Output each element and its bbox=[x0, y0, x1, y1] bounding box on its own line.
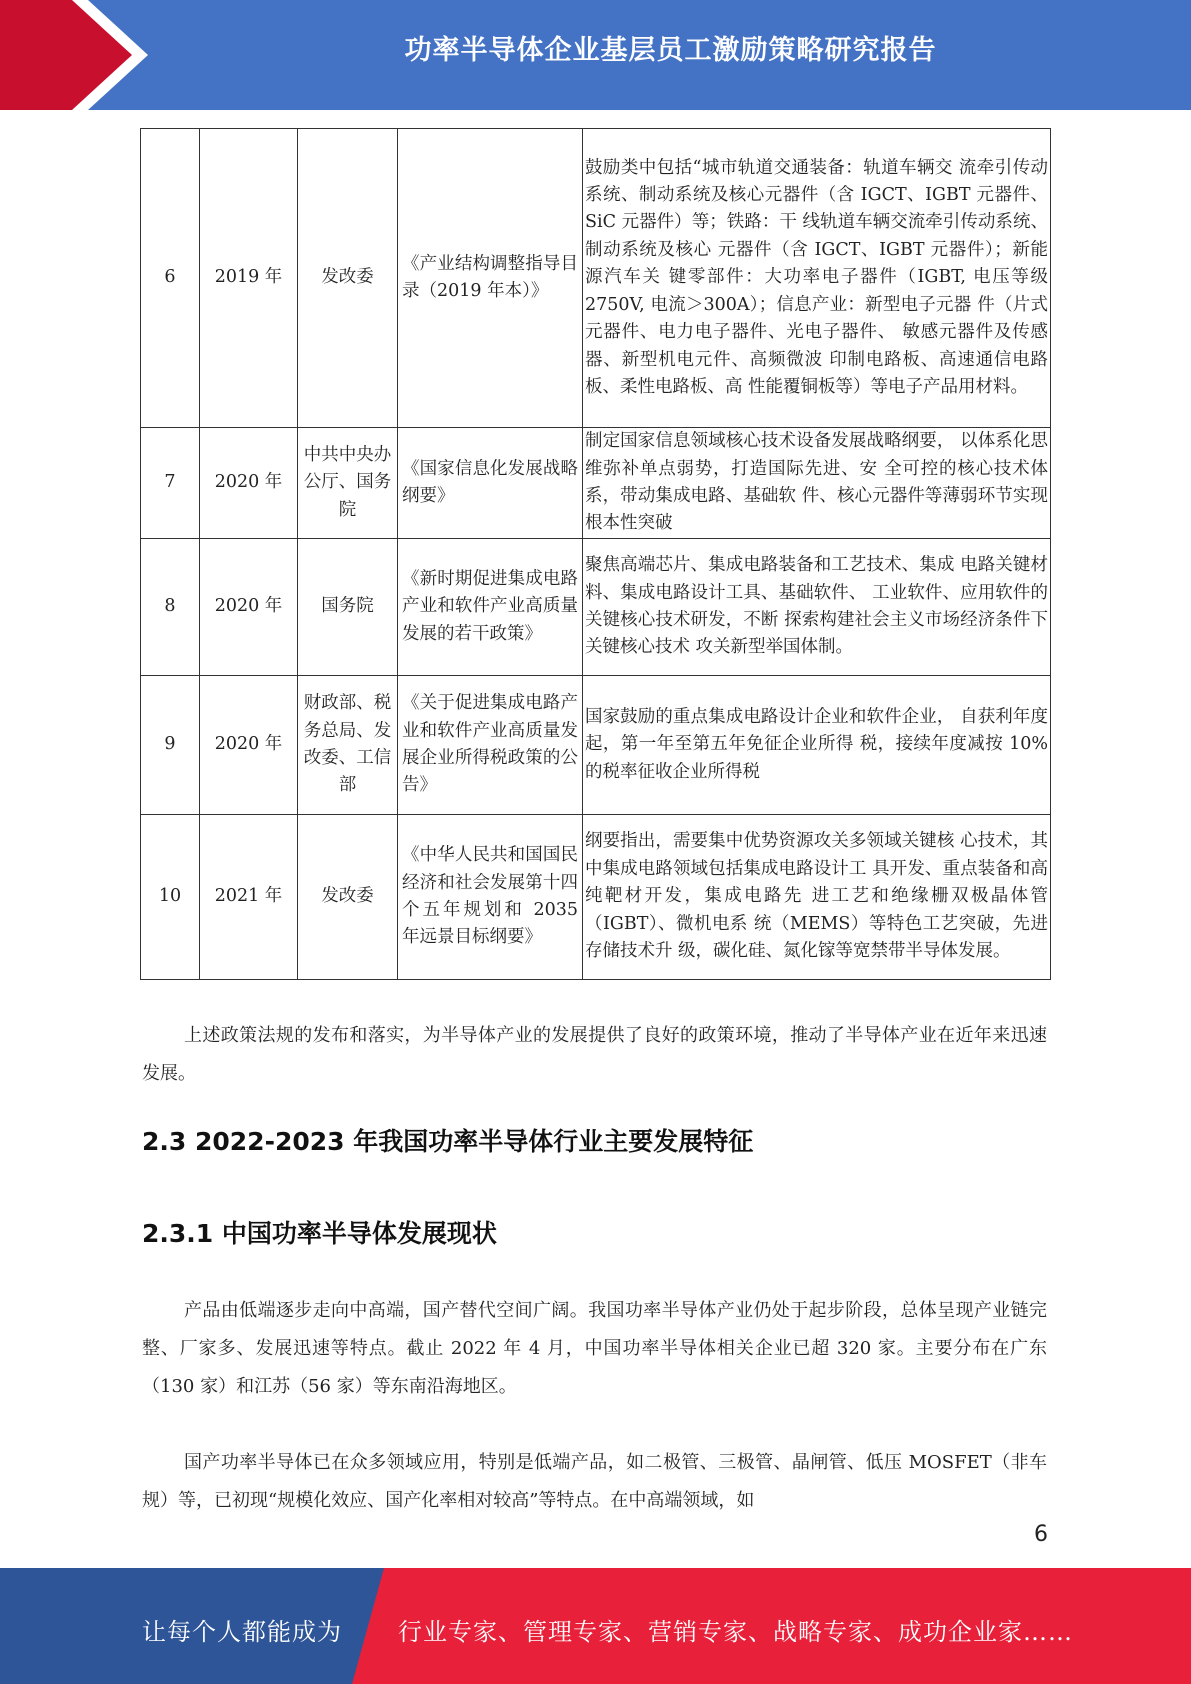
policy-table bbox=[140, 128, 1051, 980]
table-row bbox=[141, 539, 1051, 676]
row-number: 10 bbox=[141, 815, 200, 980]
row-description: 国家鼓励的重点集成电路设计企业和软件企业， 自获利年度起，第一年至第五年免征企业所得 税，接续年度减按 10%的税率征收企业所得税 bbox=[583, 676, 1051, 815]
row-document: 《新时期促进集成电路产业和软件产业高质量发展的若干政策》 bbox=[398, 539, 583, 676]
row-year: 2020 年 bbox=[200, 428, 298, 539]
section-heading: 2.3 2022-2023 年我国功率半导体行业主要发展特征 bbox=[142, 1127, 754, 1156]
row-department: 发改委 bbox=[298, 815, 398, 980]
row-document: 《产业结构调整指导目录（2019 年本）》 bbox=[398, 129, 583, 428]
page-number: 6 bbox=[1034, 1522, 1048, 1547]
row-number: 9 bbox=[141, 676, 200, 815]
page-header bbox=[0, 0, 1191, 110]
row-document: 《国家信息化发展战略纲要》 bbox=[398, 428, 583, 539]
table-row bbox=[141, 676, 1051, 815]
row-department: 财政部、税务总局、发改委、工信部 bbox=[298, 676, 398, 815]
row-year: 2019 年 bbox=[200, 129, 298, 428]
row-department: 国务院 bbox=[298, 539, 398, 676]
body-paragraph: 产品由低端逐步走向中高端，国产替代空间广阔。我国功率半导体产业仍处于起步阶段，总体呈现产业链完整、厂家多、发展迅速等特点。截止 2022 年 4 月，中国功率半导体相关企业已超 320 家。主要分布在广东（130 家）和江苏（56 家）等东南沿海地区。 bbox=[142, 1300, 1047, 1397]
row-year: 2021 年 bbox=[200, 815, 298, 980]
row-number: 6 bbox=[141, 129, 200, 428]
body-paragraph: 国产功率半导体已在众多领域应用，特别是低端产品，如二极管、三极管、晶闸管、低压 MOSFET（非车规）等，已初现“规模化效应、国产化率相对较高”等特点。在中高端领域，如 bbox=[142, 1452, 1047, 1511]
row-description: 纲要指出，需要集中优势资源攻关多领域关键核 心技术，其中集成电路领域包括集成电路设计工 具开发、重点装备和高纯靶材开发，集成电路先 进工艺和绝缘栅双极晶体管（IGBT）、微机电系 统（MEMS）等特色工艺突破，先进存储技术升 级，碳化硅、氮化镓等宽禁带半导体发展。 bbox=[583, 815, 1051, 980]
row-description: 制定国家信息领域核心技术设备发展战略纲要， 以体系化思维弥补单点弱势，打造国际先进、安 全可控的核心技术体系，带动集成电路、基础软 件、核心元器件等薄弱环节实现根本性突破 bbox=[583, 428, 1051, 539]
summary-paragraph: 上述政策法规的发布和落实，为半导体产业的发展提供了良好的政策环境，推动了半导体产业在近年来迅速发展。 bbox=[142, 1025, 1047, 1084]
table-row bbox=[141, 129, 1051, 428]
row-number: 7 bbox=[141, 428, 200, 539]
row-document: 《中华人民共和国国民经济和社会发展第十四个五年规划和 2035 年远景目标纲要》 bbox=[398, 815, 583, 980]
row-department: 发改委 bbox=[298, 129, 398, 428]
table-row bbox=[141, 428, 1051, 539]
subsection-heading: 2.3.1 中国功率半导体发展现状 bbox=[142, 1219, 497, 1248]
report-title: 功率半导体企业基层员工激励策略研究报告 bbox=[404, 35, 937, 66]
header-red-arrow bbox=[0, 0, 132, 110]
row-department: 中共中央办公厅、国务院 bbox=[298, 428, 398, 539]
footer-slogan-right: 行业专家、管理专家、营销专家、战略专家、成功企业家…… bbox=[398, 1618, 1073, 1646]
row-description: 鼓励类中包括“城市轨道交通装备：轨道车辆交 流牵引传动系统、制动系统及核心元器件（含 IGCT、IGBT 元器件、SiC 元器件）等；铁路：干 线轨道车辆交流牵引传动系统、制动系统及核心 元器件（含 IGCT、IGBT 元器件）；新能源汽车关 键零部件：大功率电子器件（IGBT, 电压等级 2750V, 电流＞300A）；信息产业：新型电子元器 件（片式元器件、电力电子器件、光电子器件、 敏感元器件及传感器、新型机电元件、高频微波 印制电路板、高速通信电路板、柔性电路板、高 性能覆铜板等）等电子产品用材料。 bbox=[583, 129, 1051, 428]
row-number: 8 bbox=[141, 539, 200, 676]
row-year: 2020 年 bbox=[200, 539, 298, 676]
footer-slogan-left: 让每个人都能成为 bbox=[142, 1618, 342, 1646]
row-description: 聚焦高端芯片、集成电路装备和工艺技术、集成 电路关键材料、集成电路设计工具、基础软件、 工业软件、应用软件的关键核心技术研发，不断 探索构建社会主义市场经济条件下关键核心技术 攻关新型举国体制。 bbox=[583, 539, 1051, 676]
table-row bbox=[141, 815, 1051, 980]
row-year: 2020 年 bbox=[200, 676, 298, 815]
page-footer bbox=[0, 1568, 1191, 1684]
row-document: 《关于促进集成电路产业和软件产业高质量发展企业所得税政策的公告》 bbox=[398, 676, 583, 815]
